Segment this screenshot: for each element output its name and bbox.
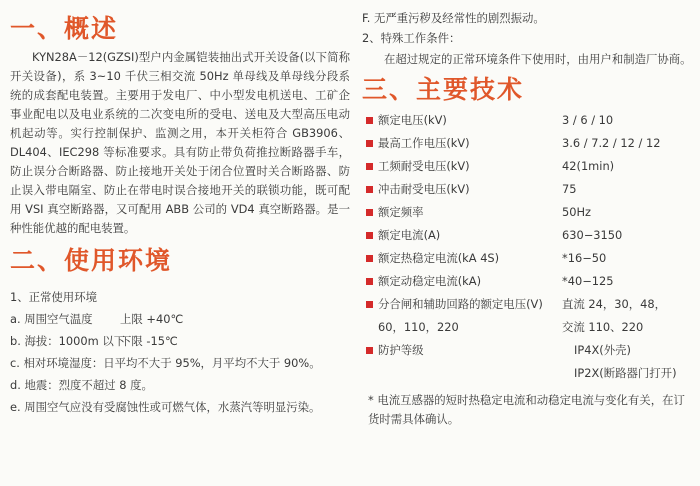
spec-row bbox=[362, 155, 692, 178]
spec-value: 630−3150 bbox=[562, 228, 623, 242]
spec-row bbox=[362, 293, 692, 316]
overview-heading: 一、概述 bbox=[10, 14, 119, 43]
bullet-icon bbox=[366, 140, 373, 147]
spec-row bbox=[362, 178, 692, 201]
bullet-icon bbox=[366, 255, 373, 262]
bullet-icon bbox=[366, 163, 373, 170]
spec-value: IP2X(断路器门打开) bbox=[574, 366, 677, 380]
special-conditions-text bbox=[362, 50, 692, 69]
environment-heading: 二、使用环境 bbox=[10, 246, 173, 275]
spec-label: 分合闸和辅助回路的额定电压(V) bbox=[378, 297, 543, 311]
spec-label: 额定频率 bbox=[378, 205, 424, 219]
spec-value: *40−125 bbox=[562, 274, 614, 288]
normal-environment-title: 1、正常使用环境 bbox=[10, 290, 97, 304]
spec-label: 防护等级 bbox=[378, 343, 424, 357]
spec-value: 3 / 6 / 10 bbox=[562, 113, 614, 127]
temperature-row bbox=[10, 308, 350, 330]
humidity-line: c. 相对环境湿度：日平均不大于 95%，月平均不大于 90%。 bbox=[10, 356, 321, 370]
vibration-line: F. 无严重污秽及经常性的剧烈振动。 bbox=[362, 11, 545, 25]
air-line: e. 周围空气应没有受腐蚀性或可燃气体，水蒸汽等明显污染。 bbox=[10, 400, 321, 414]
bullet-icon bbox=[366, 347, 373, 354]
spec-row bbox=[362, 132, 692, 155]
spec-value: 交流 110、220 bbox=[562, 320, 644, 334]
specs-note: * 电流互感器的短时热稳定电流和动稳定电流与变化有关，在订货时需具体确认。 bbox=[368, 393, 685, 426]
spec-label: 额定电流(A) bbox=[378, 228, 441, 242]
spec-row bbox=[362, 362, 692, 385]
spec-label: 额定动稳定电流(kA) bbox=[378, 274, 482, 288]
bullet-icon bbox=[366, 232, 373, 239]
right-column bbox=[362, 8, 692, 429]
bullet-icon bbox=[366, 117, 373, 124]
altitude-line: b. 海拔：1000m 以下 bbox=[10, 334, 126, 348]
special-text: 在超过规定的正常环境条件下使用时，由用户和制造厂协商。 bbox=[384, 52, 692, 66]
spec-label: 工频耐受电压(kV) bbox=[378, 159, 470, 173]
spec-label: 60，110，220 bbox=[378, 320, 459, 334]
spec-row bbox=[362, 316, 692, 339]
left-column bbox=[10, 8, 350, 418]
temperature-lower: 下限 -15℃ bbox=[120, 334, 178, 348]
temperature-label: a. 周围空气温度 bbox=[10, 312, 93, 326]
spec-value: IP4X(外壳) bbox=[574, 343, 631, 357]
specs-heading: 三、主要技术 bbox=[362, 75, 525, 104]
overview-paragraph bbox=[10, 48, 350, 238]
spec-row bbox=[362, 201, 692, 224]
spec-label: 最高工作电压(kV) bbox=[378, 136, 470, 150]
special-conditions-title: 2、特殊工作条件： bbox=[362, 31, 461, 45]
temperature-upper: 上限 +40℃ bbox=[120, 312, 184, 326]
bullet-icon bbox=[366, 278, 373, 285]
bullet-icon bbox=[366, 186, 373, 193]
spec-label: 额定热稳定电流(kA 4S) bbox=[378, 251, 500, 265]
spec-value: 50Hz bbox=[562, 205, 592, 219]
spec-row bbox=[362, 224, 692, 247]
spec-value: 3.6 / 7.2 / 12 / 12 bbox=[562, 136, 661, 150]
bullet-icon bbox=[366, 209, 373, 216]
overview-text: KYN28A－12(GZSI)型户内金属铠装抽出式开关设备(以下简称开关设备)，系 3~10 千伏三相交流 50Hz 单母线及单母线分段系统的成套配电装置。主要用于发电厂、中小型发电机送电、工矿企事业配电以及电业系统的二次变电所的受电、送电及大型高压电动机起动等。实行控制保护、监测之用，本开关柜符合 GB3906、DL404、IEC298 等标准要求。具有防止带负荷推拉断路器手车，防止误分合断路器、防止接地开关处于闭合位置时关合断路器、防止误入带电隔室、防止在带电时误合接地开关的联锁功能，既可配用 VSI 真空断路器，又可配用 ABB 公司的 VD4 真空断路器。是一种性能优越的配电装置。 bbox=[10, 50, 350, 235]
spec-value: 75 bbox=[562, 182, 577, 196]
spec-label: 额定电压(kV) bbox=[378, 113, 447, 127]
spec-value: 直流 24，30，48， bbox=[562, 297, 667, 311]
spec-row bbox=[362, 247, 692, 270]
spec-row bbox=[362, 339, 692, 362]
spec-row bbox=[362, 109, 692, 132]
spec-value: 42(1min) bbox=[562, 159, 615, 173]
spec-value: *16−50 bbox=[562, 251, 607, 265]
spec-label: 冲击耐受电压(kV) bbox=[378, 182, 470, 196]
bullet-icon bbox=[366, 301, 373, 308]
specs-list bbox=[362, 109, 692, 385]
spec-row bbox=[362, 270, 692, 293]
earthquake-line: d. 地震：烈度不超过 8 度。 bbox=[10, 378, 153, 392]
